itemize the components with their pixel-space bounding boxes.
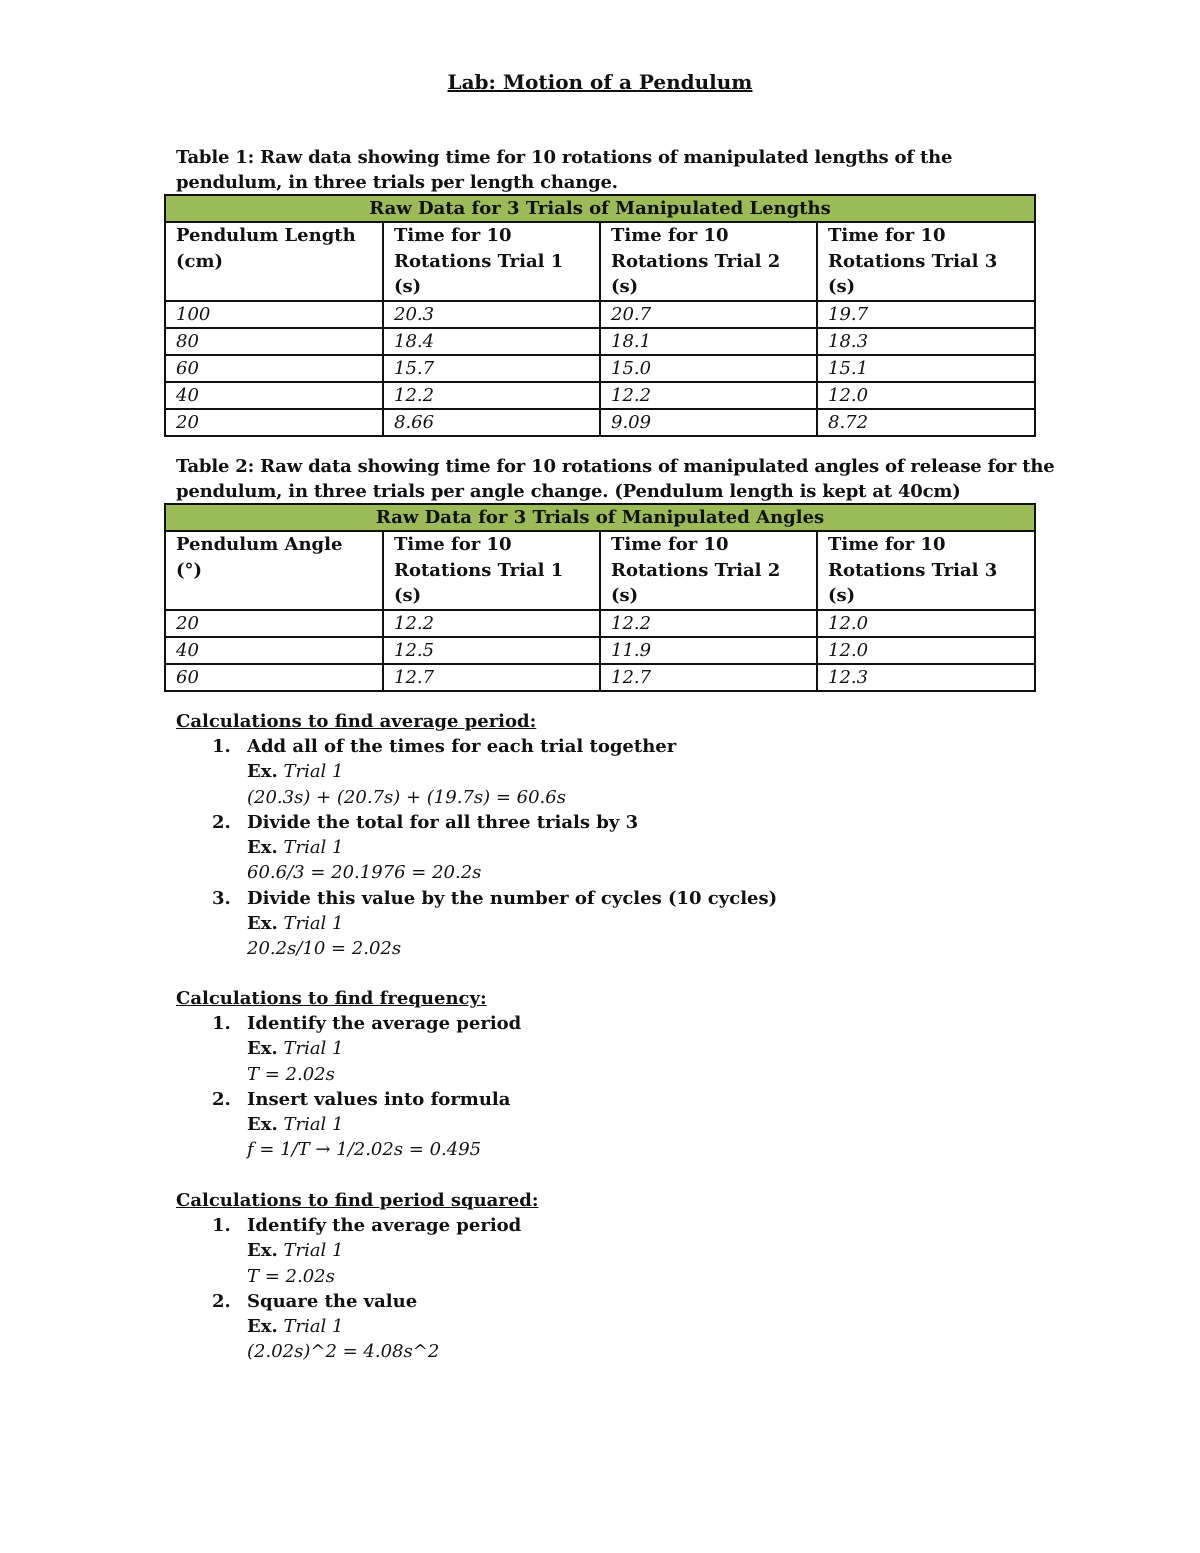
table1-header-length: Pendulum Length (cm) xyxy=(165,222,383,301)
example-line xyxy=(247,911,777,936)
example-label: Ex. xyxy=(247,913,278,935)
step-number: 3. xyxy=(212,887,231,909)
table2-header-trial2: Time for 10 Rotations Trial 2 (s) xyxy=(600,531,817,610)
example-line xyxy=(247,759,777,784)
table2-title: Raw Data for 3 Trials of Manipulated Angles xyxy=(165,504,1035,531)
table-cell: 12.5 xyxy=(383,637,600,664)
table1-caption: Table 1: Raw data showing time for 10 rotations of manipulated lengths of the pendulum, in three trials per length change. xyxy=(176,147,953,193)
table-row xyxy=(165,637,1035,664)
table-cell: 20.7 xyxy=(600,301,817,328)
example-label: Ex. xyxy=(247,1316,278,1338)
table1-header-trial3: Time for 10 Rotations Trial 3 (s) xyxy=(817,222,1035,301)
table-cell: 40 xyxy=(165,637,383,664)
table1-header-trial2: Time for 10 Rotations Trial 2 (s) xyxy=(600,222,817,301)
table2-header-angle: Pendulum Angle (°) xyxy=(165,531,383,610)
example-label: Ex. xyxy=(247,837,278,859)
table2-angles xyxy=(164,503,1036,692)
step-text: Square the value xyxy=(247,1290,418,1312)
calculation: T = 2.02s xyxy=(247,1063,335,1085)
calculation: (20.3s) + (20.7s) + (19.7s) = 60.6s xyxy=(247,786,566,808)
table-cell: 12.3 xyxy=(817,664,1035,691)
table-row xyxy=(165,328,1035,355)
example-trial: Trial 1 xyxy=(283,1114,344,1136)
table2-header-trial3: Time for 10 Rotations Trial 3 (s) xyxy=(817,531,1035,610)
example-label: Ex. xyxy=(247,1114,278,1136)
table-row xyxy=(165,664,1035,691)
example-line xyxy=(247,1238,521,1263)
step-text: Identify the average period xyxy=(247,1215,522,1236)
list-item xyxy=(176,1213,521,1289)
table-cell: 12.0 xyxy=(817,382,1035,409)
table-row xyxy=(165,409,1035,436)
step-text: Insert values into formula xyxy=(247,1088,511,1110)
step-text: Divide this value by the number of cycles (10 cycles) xyxy=(247,887,778,909)
table-row xyxy=(165,355,1035,382)
table-cell: 40 xyxy=(165,382,383,409)
table2-title-row xyxy=(165,504,1035,531)
frequency-steps xyxy=(176,1011,521,1163)
example-trial: Trial 1 xyxy=(283,837,344,859)
table-cell: 12.7 xyxy=(383,664,600,691)
step-number: 1. xyxy=(212,1013,231,1034)
example-label: Ex. xyxy=(247,761,278,783)
step-number: 1. xyxy=(212,1215,231,1236)
list-item xyxy=(176,734,777,810)
step-number: 1. xyxy=(212,736,231,757)
example-line xyxy=(247,835,777,860)
table2-caption: Table 2: Raw data showing time for 10 rotations of manipulated angles of release for the pendulum, in three trials per angle change. (Pendulum length is kept at 40cm) xyxy=(176,456,1055,502)
table-cell: 80 xyxy=(165,328,383,355)
example-trial: Trial 1 xyxy=(283,1240,344,1262)
table-cell: 18.1 xyxy=(600,328,817,355)
period-squared-steps xyxy=(176,1213,521,1365)
table-cell: 15.1 xyxy=(817,355,1035,382)
example-trial: Trial 1 xyxy=(283,1038,344,1060)
table-cell: 12.2 xyxy=(600,610,817,637)
table-cell: 18.4 xyxy=(383,328,600,355)
table-row xyxy=(165,610,1035,637)
table1-title: Raw Data for 3 Trials of Manipulated Lengths xyxy=(165,195,1035,222)
table-cell: 20 xyxy=(165,610,383,637)
table-cell: 15.7 xyxy=(383,355,600,382)
section-title-frequency: Calculations to find frequency: xyxy=(176,988,487,1009)
table-row xyxy=(165,301,1035,328)
table-cell: 12.2 xyxy=(383,610,600,637)
example-label: Ex. xyxy=(247,1240,278,1262)
calculation: (2.02s)^2 = 4.08s^2 xyxy=(247,1341,440,1363)
table-cell: 20 xyxy=(165,409,383,436)
list-item xyxy=(176,1289,521,1365)
calculation: 20.2s/10 = 2.02s xyxy=(247,938,402,960)
section-title-period-squared: Calculations to find period squared: xyxy=(176,1190,539,1211)
table-cell: 12.2 xyxy=(600,382,817,409)
list-item xyxy=(176,1087,521,1163)
table-cell: 19.7 xyxy=(817,301,1035,328)
section-title-average-period: Calculations to find average period: xyxy=(176,711,537,732)
table1-header-trial1: Time for 10 Rotations Trial 1 (s) xyxy=(383,222,600,301)
table-cell: 60 xyxy=(165,355,383,382)
step-number: 2. xyxy=(212,1290,231,1312)
table-cell: 12.2 xyxy=(383,382,600,409)
table-cell: 60 xyxy=(165,664,383,691)
step-text: Divide the total for all three trials by 3 xyxy=(247,811,639,833)
table-cell: 9.09 xyxy=(600,409,817,436)
average-period-steps xyxy=(176,734,777,962)
step-text: Add all of the times for each trial together xyxy=(247,736,677,757)
table-cell: 20.3 xyxy=(383,301,600,328)
table-cell: 100 xyxy=(165,301,383,328)
table-cell: 8.72 xyxy=(817,409,1035,436)
example-trial: Trial 1 xyxy=(283,761,344,783)
calculation: 60.6/3 = 20.1976 = 20.2s xyxy=(247,862,482,884)
example-line xyxy=(247,1112,521,1137)
step-text: Identify the average period xyxy=(247,1013,522,1034)
list-item xyxy=(176,886,777,962)
example-line xyxy=(247,1314,521,1339)
calculation: T = 2.02s xyxy=(247,1265,335,1287)
list-item xyxy=(176,1011,521,1087)
example-label: Ex. xyxy=(247,1038,278,1060)
example-trial: Trial 1 xyxy=(283,1316,344,1338)
calculation: f = 1/T → 1/2.02s = 0.495 xyxy=(247,1139,482,1161)
table1-lengths xyxy=(164,194,1036,437)
table1-header-row xyxy=(165,222,1035,301)
step-number: 2. xyxy=(212,1088,231,1110)
table-cell: 8.66 xyxy=(383,409,600,436)
table2-header-trial1: Time for 10 Rotations Trial 1 (s) xyxy=(383,531,600,610)
example-line xyxy=(247,1036,521,1061)
page-title: Lab: Motion of a Pendulum xyxy=(447,70,753,94)
table-cell: 12.0 xyxy=(817,637,1035,664)
step-number: 2. xyxy=(212,811,231,833)
example-trial: Trial 1 xyxy=(283,913,344,935)
table-cell: 11.9 xyxy=(600,637,817,664)
table1-title-row xyxy=(165,195,1035,222)
table-row xyxy=(165,382,1035,409)
table2-header-row xyxy=(165,531,1035,610)
table-cell: 18.3 xyxy=(817,328,1035,355)
table-cell: 12.0 xyxy=(817,610,1035,637)
list-item xyxy=(176,810,777,886)
table-cell: 12.7 xyxy=(600,664,817,691)
table-cell: 15.0 xyxy=(600,355,817,382)
